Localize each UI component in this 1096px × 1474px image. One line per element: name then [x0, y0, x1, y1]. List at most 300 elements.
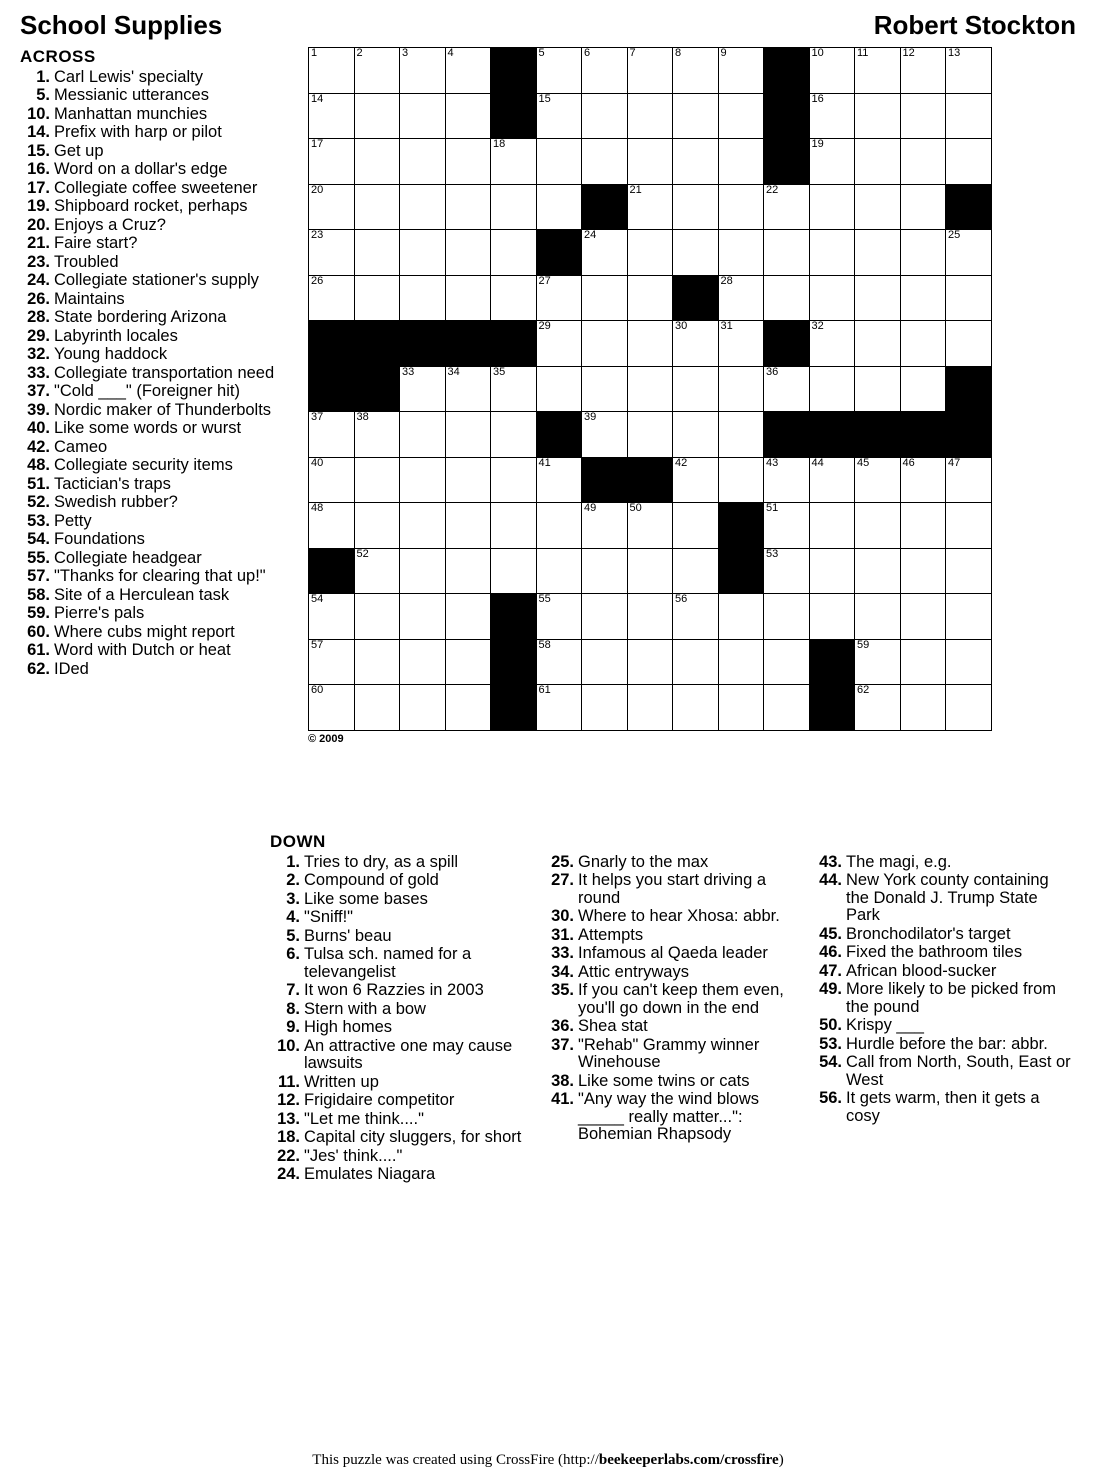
grid-cell[interactable] — [309, 639, 355, 685]
grid-cell[interactable] — [627, 321, 673, 367]
clue-number: 34. — [551, 962, 574, 981]
grid-cell-block — [946, 412, 992, 458]
grid-cell[interactable] — [582, 594, 628, 640]
grid-cell[interactable] — [764, 230, 810, 276]
clue-item — [544, 1091, 806, 1143]
grid-cell[interactable] — [400, 139, 446, 185]
down-heading: DOWN — [270, 832, 326, 851]
grid-cell[interactable] — [718, 321, 764, 367]
grid-cell[interactable] — [946, 48, 992, 94]
clue-number: 5. — [286, 926, 300, 945]
grid-cell[interactable] — [855, 685, 901, 731]
grid-cell-number: 36 — [766, 365, 779, 378]
clue-number: 58. — [27, 585, 50, 604]
grid-cell[interactable] — [309, 503, 355, 549]
clue-number: 1. — [286, 853, 300, 871]
clue-number: 43. — [819, 853, 842, 871]
grid-cell[interactable] — [536, 184, 582, 230]
grid-cell[interactable] — [445, 230, 491, 276]
grid-cell[interactable] — [718, 230, 764, 276]
grid-cell[interactable] — [582, 366, 628, 412]
grid-cell[interactable] — [536, 275, 582, 321]
grid-cell[interactable] — [627, 93, 673, 139]
grid-cell[interactable] — [900, 685, 946, 731]
grid-cell[interactable] — [400, 48, 446, 94]
grid-cell[interactable] — [491, 184, 537, 230]
clue-text: Pierre's pals — [54, 604, 145, 623]
grid-cell[interactable] — [855, 457, 901, 503]
grid-cell[interactable] — [536, 366, 582, 412]
grid-cell[interactable] — [900, 457, 946, 503]
grid-cell[interactable] — [809, 503, 855, 549]
grid-cell[interactable] — [491, 412, 537, 458]
clue-number: 61. — [27, 641, 50, 660]
grid-cell[interactable] — [354, 412, 400, 458]
clue-item — [544, 964, 806, 981]
grid-cell-block — [582, 457, 628, 503]
clue-number: 13. — [277, 1109, 300, 1128]
grid-cell[interactable] — [400, 548, 446, 594]
grid-cell[interactable] — [946, 230, 992, 276]
grid-cell[interactable] — [900, 321, 946, 367]
clue-text: Burns' beau — [304, 926, 392, 945]
grid-cell-number: 60 — [311, 684, 324, 696]
grid-cell[interactable] — [764, 457, 810, 503]
grid-cell[interactable] — [400, 230, 446, 276]
grid-cell[interactable] — [673, 139, 719, 185]
clue-number: 22. — [277, 1146, 300, 1165]
grid-cell[interactable] — [855, 639, 901, 685]
grid-cell[interactable] — [900, 93, 946, 139]
grid-cell[interactable] — [673, 639, 719, 685]
grid-cell[interactable] — [673, 321, 719, 367]
grid-cell-number: 38 — [356, 411, 369, 423]
down-clues-column-2 — [538, 832, 806, 1185]
grid-cell[interactable] — [309, 139, 355, 185]
grid-cell[interactable] — [400, 594, 446, 640]
grid-cell[interactable] — [673, 230, 719, 276]
grid-cell[interactable] — [627, 412, 673, 458]
clue-item — [544, 945, 806, 962]
clue-text: Attempts — [578, 925, 644, 944]
grid-cell[interactable] — [946, 275, 992, 321]
grid-cell[interactable] — [673, 548, 719, 594]
grid-cell[interactable] — [445, 594, 491, 640]
clue-text: Get up — [54, 141, 104, 160]
grid-cell[interactable] — [673, 366, 719, 412]
down-clue-list-2 — [544, 854, 806, 1144]
grid-cell[interactable] — [582, 685, 628, 731]
grid-cell[interactable] — [718, 48, 764, 94]
grid-cell[interactable] — [673, 48, 719, 94]
grid-cell[interactable] — [809, 457, 855, 503]
grid-cell[interactable] — [946, 93, 992, 139]
grid-cell[interactable] — [673, 184, 719, 230]
clue-item — [270, 1019, 538, 1036]
grid-cell[interactable] — [491, 139, 537, 185]
grid-cell[interactable] — [582, 275, 628, 321]
grid-cell[interactable] — [354, 184, 400, 230]
clue-text: Like some twins or cats — [578, 1071, 750, 1090]
grid-cell-number: 37 — [311, 411, 324, 423]
grid-cell-number: 15 — [538, 92, 551, 105]
grid-cell[interactable] — [400, 685, 446, 731]
grid-cell[interactable] — [536, 548, 582, 594]
grid-cell[interactable] — [445, 639, 491, 685]
clue-number: 53. — [819, 1034, 842, 1053]
grid-cell[interactable] — [718, 366, 764, 412]
grid-cell[interactable] — [354, 275, 400, 321]
grid-cell[interactable] — [309, 275, 355, 321]
grid-cell[interactable] — [309, 48, 355, 94]
grid-cell[interactable] — [946, 139, 992, 185]
grid-cell[interactable] — [855, 275, 901, 321]
grid-cell[interactable] — [855, 321, 901, 367]
grid-cell[interactable] — [536, 93, 582, 139]
grid-cell-number: 24 — [584, 229, 597, 241]
grid-cell[interactable] — [946, 457, 992, 503]
grid-cell[interactable] — [354, 548, 400, 594]
grid-cell-number: 16 — [811, 92, 824, 105]
grid-cell-number: 34 — [447, 365, 460, 378]
grid-cell-number: 55 — [538, 593, 551, 605]
grid-cell-number: 58 — [538, 638, 551, 651]
grid-cell[interactable] — [309, 685, 355, 731]
clue-text: Infamous al Qaeda leader — [578, 944, 768, 963]
grid-cell-block — [718, 503, 764, 549]
grid-cell[interactable] — [809, 93, 855, 139]
grid-cell[interactable] — [445, 548, 491, 594]
grid-cell[interactable] — [400, 184, 446, 230]
author-name: Robert Stockton — [873, 10, 1076, 40]
clue-text: Capital city sluggers, for short — [304, 1128, 522, 1147]
grid-cell-block — [491, 321, 537, 367]
grid-cell[interactable] — [627, 639, 673, 685]
clue-number: 7. — [286, 981, 300, 1000]
grid-row — [309, 412, 992, 458]
clue-text: IDed — [54, 659, 89, 678]
clue-text: Collegiate coffee sweetener — [54, 178, 258, 197]
grid-cell[interactable] — [946, 685, 992, 731]
clue-number: 21. — [27, 234, 50, 253]
down-region — [270, 832, 1076, 1185]
clue-number: 3. — [286, 889, 300, 908]
grid-cell[interactable] — [764, 184, 810, 230]
grid-cell[interactable] — [354, 457, 400, 503]
grid-cell-block — [946, 184, 992, 230]
grid-cell-block — [764, 139, 810, 185]
grid-cell[interactable] — [582, 48, 628, 94]
grid-cell[interactable] — [536, 594, 582, 640]
grid-cell[interactable] — [764, 366, 810, 412]
grid-cell[interactable] — [764, 548, 810, 594]
down-clue-list-3 — [812, 854, 1074, 1125]
grid-cell[interactable] — [764, 275, 810, 321]
clue-number: 24. — [277, 1165, 300, 1184]
grid-cell[interactable] — [718, 457, 764, 503]
grid-cell[interactable] — [900, 366, 946, 412]
grid-cell[interactable] — [900, 184, 946, 230]
grid-cell[interactable] — [536, 639, 582, 685]
grid-cell[interactable] — [946, 639, 992, 685]
grid-cell[interactable] — [855, 366, 901, 412]
grid-cell[interactable] — [491, 366, 537, 412]
grid-cell[interactable] — [582, 93, 628, 139]
grid-cell-number: 50 — [629, 502, 642, 514]
grid-cell-block — [400, 321, 446, 367]
grid-cell[interactable] — [354, 685, 400, 731]
clue-text: Stern with a bow — [304, 999, 426, 1018]
grid-cell[interactable] — [900, 139, 946, 185]
grid-cell[interactable] — [354, 639, 400, 685]
grid-cell-block — [309, 548, 355, 594]
grid-cell[interactable] — [900, 230, 946, 276]
clue-number: 17. — [27, 178, 50, 197]
grid-cell-number: 13 — [948, 47, 961, 59]
grid-cell-block — [536, 412, 582, 458]
grid-cell[interactable] — [536, 685, 582, 731]
grid-cell-number: 57 — [311, 638, 324, 651]
clue-text: Attic entryways — [578, 962, 689, 981]
grid-cell[interactable] — [809, 139, 855, 185]
grid-cell[interactable] — [627, 685, 673, 731]
clue-text: Written up — [304, 1072, 379, 1091]
clue-text: Like some bases — [304, 889, 428, 908]
grid-cell-number: 62 — [857, 684, 870, 696]
grid-cell[interactable] — [946, 594, 992, 640]
grid-cell[interactable] — [354, 48, 400, 94]
grid-cell-number: 43 — [766, 456, 779, 469]
grid-cell[interactable] — [309, 412, 355, 458]
clue-number: 60. — [27, 622, 50, 641]
grid-cell[interactable] — [400, 503, 446, 549]
grid-cell[interactable] — [445, 184, 491, 230]
clue-number: 28. — [27, 308, 50, 327]
grid-cell[interactable] — [855, 503, 901, 549]
grid-cell[interactable] — [673, 457, 719, 503]
grid-cell[interactable] — [809, 230, 855, 276]
grid-cell[interactable] — [491, 230, 537, 276]
grid-cell[interactable] — [855, 93, 901, 139]
grid-cell[interactable] — [718, 412, 764, 458]
grid-cell-number: 54 — [311, 593, 324, 605]
grid-cell-block — [354, 366, 400, 412]
grid-cell[interactable] — [809, 548, 855, 594]
grid-cell[interactable] — [855, 230, 901, 276]
clue-item — [20, 420, 290, 437]
grid-cell[interactable] — [627, 548, 673, 594]
grid-cell[interactable] — [627, 503, 673, 549]
clue-item — [20, 587, 290, 604]
grid-cell[interactable] — [400, 366, 446, 412]
grid-cell-number: 35 — [493, 365, 506, 378]
grid-cell-number: 45 — [857, 456, 870, 469]
grid-cell-block — [491, 93, 537, 139]
grid-cell[interactable] — [718, 184, 764, 230]
grid-cell[interactable] — [718, 685, 764, 731]
grid-cell[interactable] — [309, 230, 355, 276]
grid-cell[interactable] — [946, 548, 992, 594]
grid-cell[interactable] — [582, 321, 628, 367]
grid-cell[interactable] — [855, 548, 901, 594]
grid-cell[interactable] — [809, 321, 855, 367]
clue-number: 37. — [551, 1035, 574, 1054]
grid-cell[interactable] — [445, 685, 491, 731]
grid-cell[interactable] — [445, 48, 491, 94]
across-clues-column — [20, 47, 290, 679]
grid-cell-block — [673, 275, 719, 321]
clue-text: An attractive one may cause lawsuits — [304, 1036, 513, 1073]
clue-text: It won 6 Razzies in 2003 — [304, 981, 484, 1000]
grid-cell-block — [491, 48, 537, 94]
grid-cell[interactable] — [445, 503, 491, 549]
grid-cell[interactable] — [673, 685, 719, 731]
grid-cell[interactable] — [718, 639, 764, 685]
grid-cell[interactable] — [718, 93, 764, 139]
grid-cell[interactable] — [354, 139, 400, 185]
clue-item — [544, 982, 806, 1017]
grid-cell[interactable] — [900, 594, 946, 640]
top-region — [20, 47, 1076, 745]
grid-cell-number: 19 — [811, 138, 824, 150]
grid-cell[interactable] — [673, 93, 719, 139]
grid-cell[interactable] — [627, 275, 673, 321]
grid-cell[interactable] — [536, 457, 582, 503]
clue-item — [270, 909, 538, 926]
grid-cell[interactable] — [582, 503, 628, 549]
grid-cell[interactable] — [764, 594, 810, 640]
grid-cell[interactable] — [809, 594, 855, 640]
grid-cell[interactable] — [764, 639, 810, 685]
grid-cell[interactable] — [400, 639, 446, 685]
crossword-grid[interactable] — [308, 47, 992, 731]
clue-number: 35. — [551, 981, 574, 1000]
grid-cell[interactable] — [627, 139, 673, 185]
grid-cell[interactable] — [673, 594, 719, 640]
clue-item — [812, 854, 1074, 871]
grid-cell[interactable] — [536, 503, 582, 549]
grid-cell[interactable] — [400, 412, 446, 458]
grid-cell[interactable] — [900, 275, 946, 321]
grid-cell-number: 5 — [538, 47, 545, 59]
grid-cell[interactable] — [809, 48, 855, 94]
clue-text: Cameo — [54, 437, 108, 456]
clue-number: 4. — [286, 908, 300, 927]
grid-cell[interactable] — [309, 457, 355, 503]
grid-cell[interactable] — [718, 275, 764, 321]
grid-cell[interactable] — [764, 503, 810, 549]
grid-cell[interactable] — [445, 275, 491, 321]
grid-cell[interactable] — [946, 503, 992, 549]
grid-cell[interactable] — [491, 457, 537, 503]
grid-cell[interactable] — [400, 275, 446, 321]
grid-cell[interactable] — [445, 93, 491, 139]
grid-cell-block — [627, 457, 673, 503]
grid-cell[interactable] — [582, 412, 628, 458]
grid-cell[interactable] — [309, 594, 355, 640]
clue-item — [20, 309, 290, 326]
clue-item — [544, 854, 806, 871]
grid-cell[interactable] — [627, 366, 673, 412]
grid-cell[interactable] — [536, 139, 582, 185]
footer-link[interactable]: beekeeperlabs.com/crossfire — [598, 1452, 779, 1468]
grid-cell-number: 33 — [402, 365, 415, 378]
clue-item — [20, 328, 290, 345]
grid-cell[interactable] — [354, 230, 400, 276]
grid-cell[interactable] — [627, 594, 673, 640]
grid-cell[interactable] — [445, 412, 491, 458]
grid-cell[interactable] — [900, 548, 946, 594]
grid-cell-block — [809, 639, 855, 685]
grid-cell[interactable] — [627, 230, 673, 276]
grid-cell-number: 61 — [538, 684, 551, 696]
clue-number: 48. — [27, 456, 50, 475]
clue-text: Tries to dry, as a spill — [304, 853, 459, 871]
grid-cell[interactable] — [400, 457, 446, 503]
grid-cell[interactable] — [582, 230, 628, 276]
grid-cell[interactable] — [536, 321, 582, 367]
grid-cell[interactable] — [900, 48, 946, 94]
grid-cell[interactable] — [809, 275, 855, 321]
grid-cell[interactable] — [491, 275, 537, 321]
clue-item — [20, 661, 290, 678]
clue-text: Site of a Herculean task — [54, 585, 230, 604]
clue-item — [20, 291, 290, 308]
grid-cell[interactable] — [855, 184, 901, 230]
grid-cell[interactable] — [354, 93, 400, 139]
grid-cell[interactable] — [491, 503, 537, 549]
grid-cell[interactable] — [445, 139, 491, 185]
grid-cell[interactable] — [582, 548, 628, 594]
clue-number: 36. — [551, 1017, 574, 1036]
grid-cell[interactable] — [309, 93, 355, 139]
grid-cell[interactable] — [400, 93, 446, 139]
grid-cell[interactable] — [673, 412, 719, 458]
grid-cell[interactable] — [309, 184, 355, 230]
grid-cell[interactable] — [673, 503, 719, 549]
clue-number: 20. — [27, 215, 50, 234]
grid-cell[interactable] — [855, 48, 901, 94]
grid-cell[interactable] — [855, 139, 901, 185]
clue-text: It helps you start driving a round — [578, 871, 767, 907]
grid-cell[interactable] — [536, 48, 582, 94]
clue-text: Maintains — [54, 289, 125, 308]
grid-cell[interactable] — [809, 184, 855, 230]
grid-cell-number: 53 — [766, 547, 779, 560]
grid-cell[interactable] — [809, 366, 855, 412]
grid-cell[interactable] — [718, 594, 764, 640]
grid-cell[interactable] — [491, 548, 537, 594]
grid-cell[interactable] — [354, 503, 400, 549]
clue-number: 49. — [819, 980, 842, 999]
grid-cell[interactable] — [718, 139, 764, 185]
grid-cell[interactable] — [582, 139, 628, 185]
grid-cell[interactable] — [582, 639, 628, 685]
grid-cell[interactable] — [627, 48, 673, 94]
grid-cell[interactable] — [855, 594, 901, 640]
grid-cell-number: 1 — [311, 47, 318, 59]
grid-cell[interactable] — [354, 594, 400, 640]
grid-cell-number: 10 — [811, 47, 824, 59]
grid-cell[interactable] — [900, 503, 946, 549]
grid-row — [309, 548, 992, 594]
grid-cell[interactable] — [445, 366, 491, 412]
grid-cell[interactable] — [627, 184, 673, 230]
grid-cell[interactable] — [764, 685, 810, 731]
grid-cell[interactable] — [900, 639, 946, 685]
grid-cell[interactable] — [946, 321, 992, 367]
grid-cell[interactable] — [445, 457, 491, 503]
